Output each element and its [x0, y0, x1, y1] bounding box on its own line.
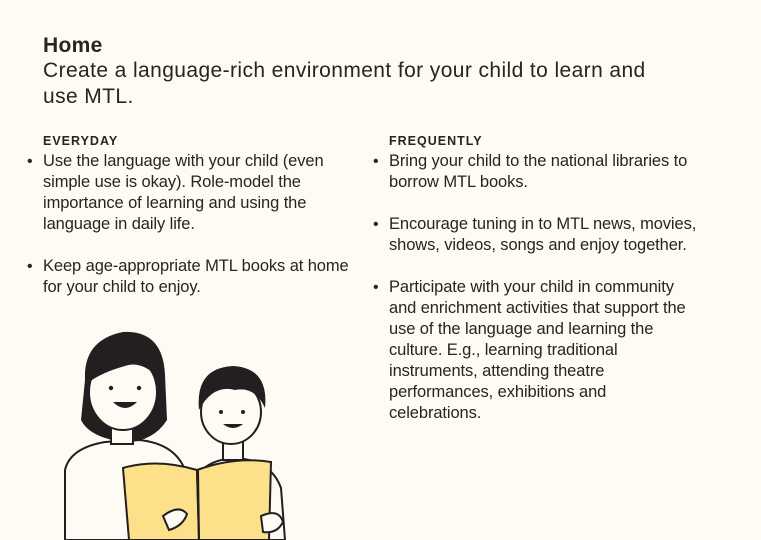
child-eye [219, 410, 223, 414]
book-right-page [197, 460, 271, 540]
book-spine [198, 470, 199, 540]
frequently-list [389, 151, 699, 424]
parent-child-reading-illustration [45, 320, 345, 540]
page-title: Home [43, 34, 103, 57]
everyday-label: EVERYDAY [43, 134, 119, 148]
list-item: • Keep age-appropriate MTL books at home for your child to enjoy. [43, 256, 353, 298]
list-item: • Use the language with your child (even simple use is okay). Role-model the importance of learning and using the language in daily life. [43, 151, 353, 235]
list-item: • Encourage tuning in to MTL news, movies, shows, videos, songs and enjoy together. [389, 214, 699, 256]
list-item: • Bring your child to the national libraries to borrow MTL books. [389, 151, 699, 193]
mother-eye [109, 386, 113, 390]
everyday-list [43, 151, 353, 298]
mother-eye [137, 386, 141, 390]
list-item: • Participate with your child in community and enrichment activities that support the use of the language and learning the culture. E.g., learning traditional instruments, attending theatre performances, exhibitions and celebrations. [389, 277, 699, 424]
frequently-column [389, 133, 699, 445]
everyday-column [43, 133, 353, 319]
book-left-page [123, 463, 199, 540]
frequently-label: FREQUENTLY [389, 134, 483, 148]
page-subtitle: Create a language-rich environment for your child to learn and use MTL. [43, 59, 646, 108]
child-eye [241, 410, 245, 414]
